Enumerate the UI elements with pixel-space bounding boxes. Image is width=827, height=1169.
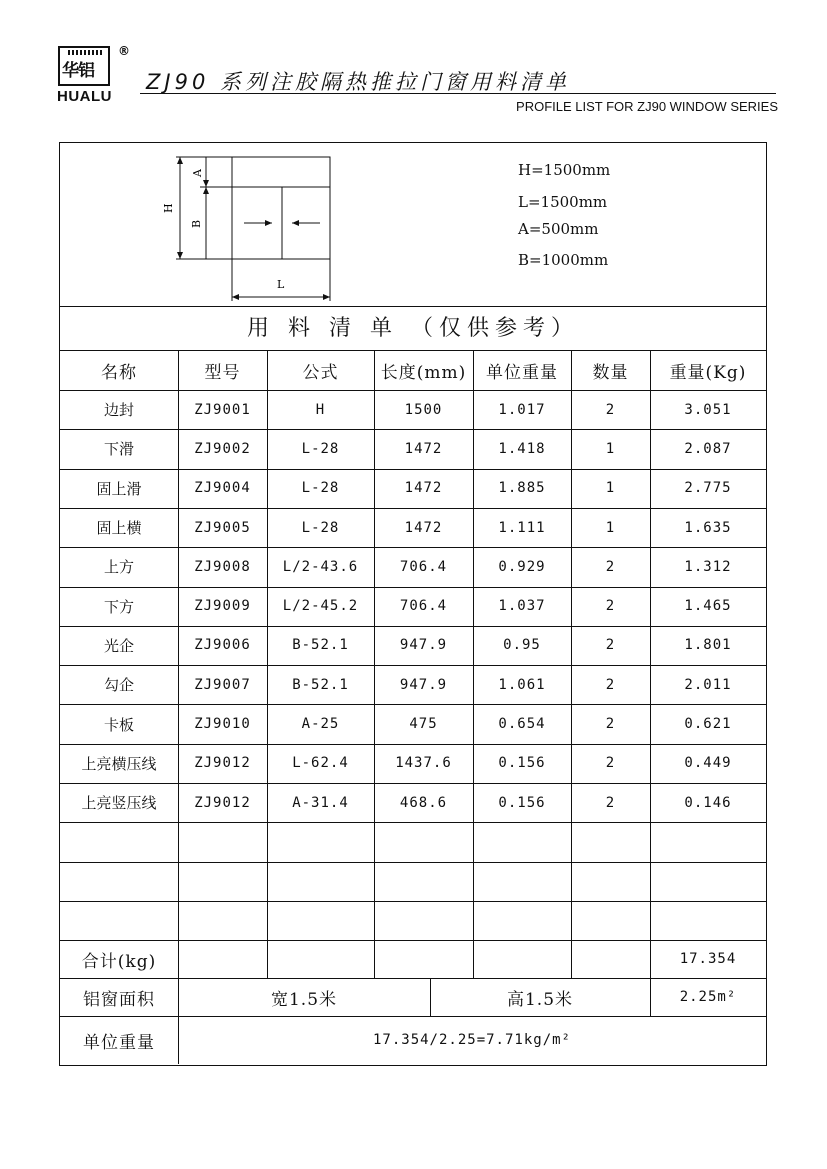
logo-mark xyxy=(58,46,110,86)
cell-length: 1472 xyxy=(404,480,443,497)
row-divider xyxy=(60,1016,766,1017)
registered-mark: ® xyxy=(118,44,130,58)
cell-weight: 1.465 xyxy=(684,598,732,615)
cell-model: ZJ9005 xyxy=(194,519,251,536)
cell-model: ZJ9012 xyxy=(194,755,251,772)
page-subtitle: PROFILE LIST FOR ZJ90 WINDOW SERIES xyxy=(516,99,778,114)
cell-weight: 1.801 xyxy=(684,637,732,654)
window-diagram xyxy=(160,151,380,311)
total-label: 合计(kg) xyxy=(81,951,157,972)
cell-weight: 0.621 xyxy=(684,716,732,733)
cell-quantity: 1 xyxy=(605,480,616,497)
logo-stripes xyxy=(68,50,102,55)
column-divider xyxy=(650,350,651,978)
header-unit-weight: 单位重量 xyxy=(486,362,558,383)
company-logo xyxy=(58,46,118,86)
cell-length: 475 xyxy=(409,716,438,733)
row-divider xyxy=(60,547,766,548)
cell-name: 上亮横压线 xyxy=(81,754,157,773)
profile-list-frame xyxy=(59,142,767,1066)
column-divider xyxy=(374,350,375,978)
cell-quantity: 1 xyxy=(605,440,616,457)
column-divider xyxy=(650,978,651,1016)
cell-length: 1500 xyxy=(404,401,443,418)
transom-pane xyxy=(232,157,330,187)
header-length: 长度(mm) xyxy=(380,362,467,383)
cell-formula: L-62.4 xyxy=(292,755,349,772)
header-row-divider xyxy=(60,390,766,391)
cell-formula: L-28 xyxy=(301,519,340,536)
cell-model: ZJ9012 xyxy=(194,794,251,811)
header-model: 型号 xyxy=(204,362,241,383)
cell-model: ZJ9009 xyxy=(194,598,251,615)
cell-unit-weight: 0.95 xyxy=(503,637,541,654)
column-divider xyxy=(267,350,268,978)
cell-quantity: 2 xyxy=(605,598,616,615)
row-divider xyxy=(60,587,766,588)
cell-weight: 0.449 xyxy=(684,755,732,772)
cell-formula: H xyxy=(315,401,326,418)
row-divider xyxy=(60,665,766,666)
cell-unit-weight: 0.156 xyxy=(498,794,546,811)
row-divider xyxy=(60,978,766,979)
dimension-h: H=1500mm xyxy=(518,161,611,179)
row-divider xyxy=(60,822,766,823)
cell-name: 下方 xyxy=(103,597,134,616)
row-divider xyxy=(60,508,766,509)
logo-name: HUALU xyxy=(57,88,112,105)
cell-weight: 3.051 xyxy=(684,401,732,418)
cell-quantity: 2 xyxy=(605,558,616,575)
cell-name: 固上滑 xyxy=(96,479,142,498)
cell-weight: 2.775 xyxy=(684,480,732,497)
column-divider xyxy=(178,1016,179,1064)
header-divider xyxy=(140,93,776,94)
cell-unit-weight: 1.037 xyxy=(498,598,546,615)
cell-formula: L/2-43.6 xyxy=(282,558,359,575)
cell-name: 卡板 xyxy=(103,715,134,734)
header-weight: 重量(Kg) xyxy=(669,362,747,383)
cell-quantity: 2 xyxy=(605,716,616,733)
list-title: 用 料 清 单 （仅供参考） xyxy=(247,316,579,341)
dimension-b: B=1000mm xyxy=(518,251,609,269)
cell-length: 468.6 xyxy=(399,794,448,811)
cell-unit-weight: 0.156 xyxy=(498,755,546,772)
header-name: 名称 xyxy=(101,362,137,383)
cell-length: 706.4 xyxy=(399,558,448,575)
cell-length: 1472 xyxy=(404,440,443,457)
cell-length: 947.9 xyxy=(399,676,448,693)
cell-weight: 1.635 xyxy=(684,519,732,536)
cell-model: ZJ9006 xyxy=(194,637,251,654)
cell-unit-weight: 0.929 xyxy=(498,558,546,575)
cell-quantity: 2 xyxy=(605,401,616,418)
row-divider xyxy=(60,626,766,627)
cell-weight: 2.011 xyxy=(684,676,732,693)
a-label: A xyxy=(191,169,204,177)
cell-length: 947.9 xyxy=(399,637,448,654)
cell-quantity: 2 xyxy=(605,755,616,772)
cell-quantity: 1 xyxy=(605,519,616,536)
cell-unit-weight: 1.061 xyxy=(498,676,546,693)
cell-name: 勾企 xyxy=(103,676,134,695)
cell-formula: B-52.1 xyxy=(292,637,349,654)
cell-model: ZJ9001 xyxy=(194,401,251,418)
b-label: B xyxy=(190,219,203,228)
cell-unit-weight: 1.418 xyxy=(498,440,546,457)
area-value: 2.25m² xyxy=(679,989,737,1006)
row-divider xyxy=(60,704,766,705)
cell-formula: L/2-45.2 xyxy=(282,598,359,615)
cell-model: ZJ9008 xyxy=(194,558,251,575)
cell-quantity: 2 xyxy=(605,637,616,654)
cell-length: 1472 xyxy=(404,519,443,536)
row-divider xyxy=(60,783,766,784)
total-value: 17.354 xyxy=(679,951,737,968)
area-height: 高1.5米 xyxy=(506,989,574,1010)
header-quantity: 数量 xyxy=(592,362,629,383)
unit-weight-value: 17.354/2.25=7.71kg/m² xyxy=(372,1032,571,1049)
l-label: L xyxy=(277,278,285,291)
column-divider xyxy=(571,350,572,978)
cell-quantity: 2 xyxy=(605,794,616,811)
row-divider xyxy=(60,940,766,941)
logo-chinese-text: 华铝 xyxy=(62,61,94,81)
row-divider xyxy=(60,901,766,902)
column-divider xyxy=(178,978,179,1016)
page-title: ZJ90 系列注胶隔热推拉门窗用料清单 xyxy=(146,70,570,94)
area-width: 宽1.5米 xyxy=(270,989,338,1010)
cell-formula: L-28 xyxy=(301,480,340,497)
cell-name: 光企 xyxy=(103,636,134,655)
header-formula: 公式 xyxy=(302,362,339,383)
cell-formula: A-31.4 xyxy=(292,794,349,811)
h-label: H xyxy=(162,203,175,213)
cell-name: 固上横 xyxy=(96,519,142,538)
cell-weight: 1.312 xyxy=(684,558,732,575)
dimension-l: L=1500mm xyxy=(518,193,608,211)
divider xyxy=(60,306,766,307)
cell-formula: B-52.1 xyxy=(292,676,349,693)
cell-name: 上方 xyxy=(103,558,134,577)
cell-model: ZJ9007 xyxy=(194,676,251,693)
cell-model: ZJ9004 xyxy=(194,480,251,497)
cell-weight: 2.087 xyxy=(684,440,732,457)
cell-name: 下滑 xyxy=(103,440,134,459)
cell-model: ZJ9010 xyxy=(194,716,251,733)
cell-weight: 0.146 xyxy=(684,794,732,811)
cell-quantity: 2 xyxy=(605,676,616,693)
row-divider xyxy=(60,429,766,430)
row-divider xyxy=(60,744,766,745)
cell-unit-weight: 1.017 xyxy=(498,401,546,418)
cell-unit-weight: 1.111 xyxy=(498,519,546,536)
cell-model: ZJ9002 xyxy=(194,440,251,457)
cell-length: 706.4 xyxy=(399,598,448,615)
column-divider xyxy=(430,978,431,1016)
unit-weight-label: 单位重量 xyxy=(83,1032,155,1053)
cell-unit-weight: 1.885 xyxy=(498,480,546,497)
cell-name: 上亮竖压线 xyxy=(81,794,157,813)
cell-length: 1437.6 xyxy=(395,755,452,772)
column-divider xyxy=(473,350,474,978)
cell-unit-weight: 0.654 xyxy=(498,716,546,733)
cell-formula: A-25 xyxy=(301,716,340,733)
dimension-a: A=500mm xyxy=(518,220,599,238)
area-label: 铝窗面积 xyxy=(83,989,155,1010)
row-divider xyxy=(60,469,766,470)
row-divider xyxy=(60,862,766,863)
column-divider xyxy=(178,350,179,978)
cell-name: 边封 xyxy=(103,401,134,420)
cell-formula: L-28 xyxy=(301,440,340,457)
